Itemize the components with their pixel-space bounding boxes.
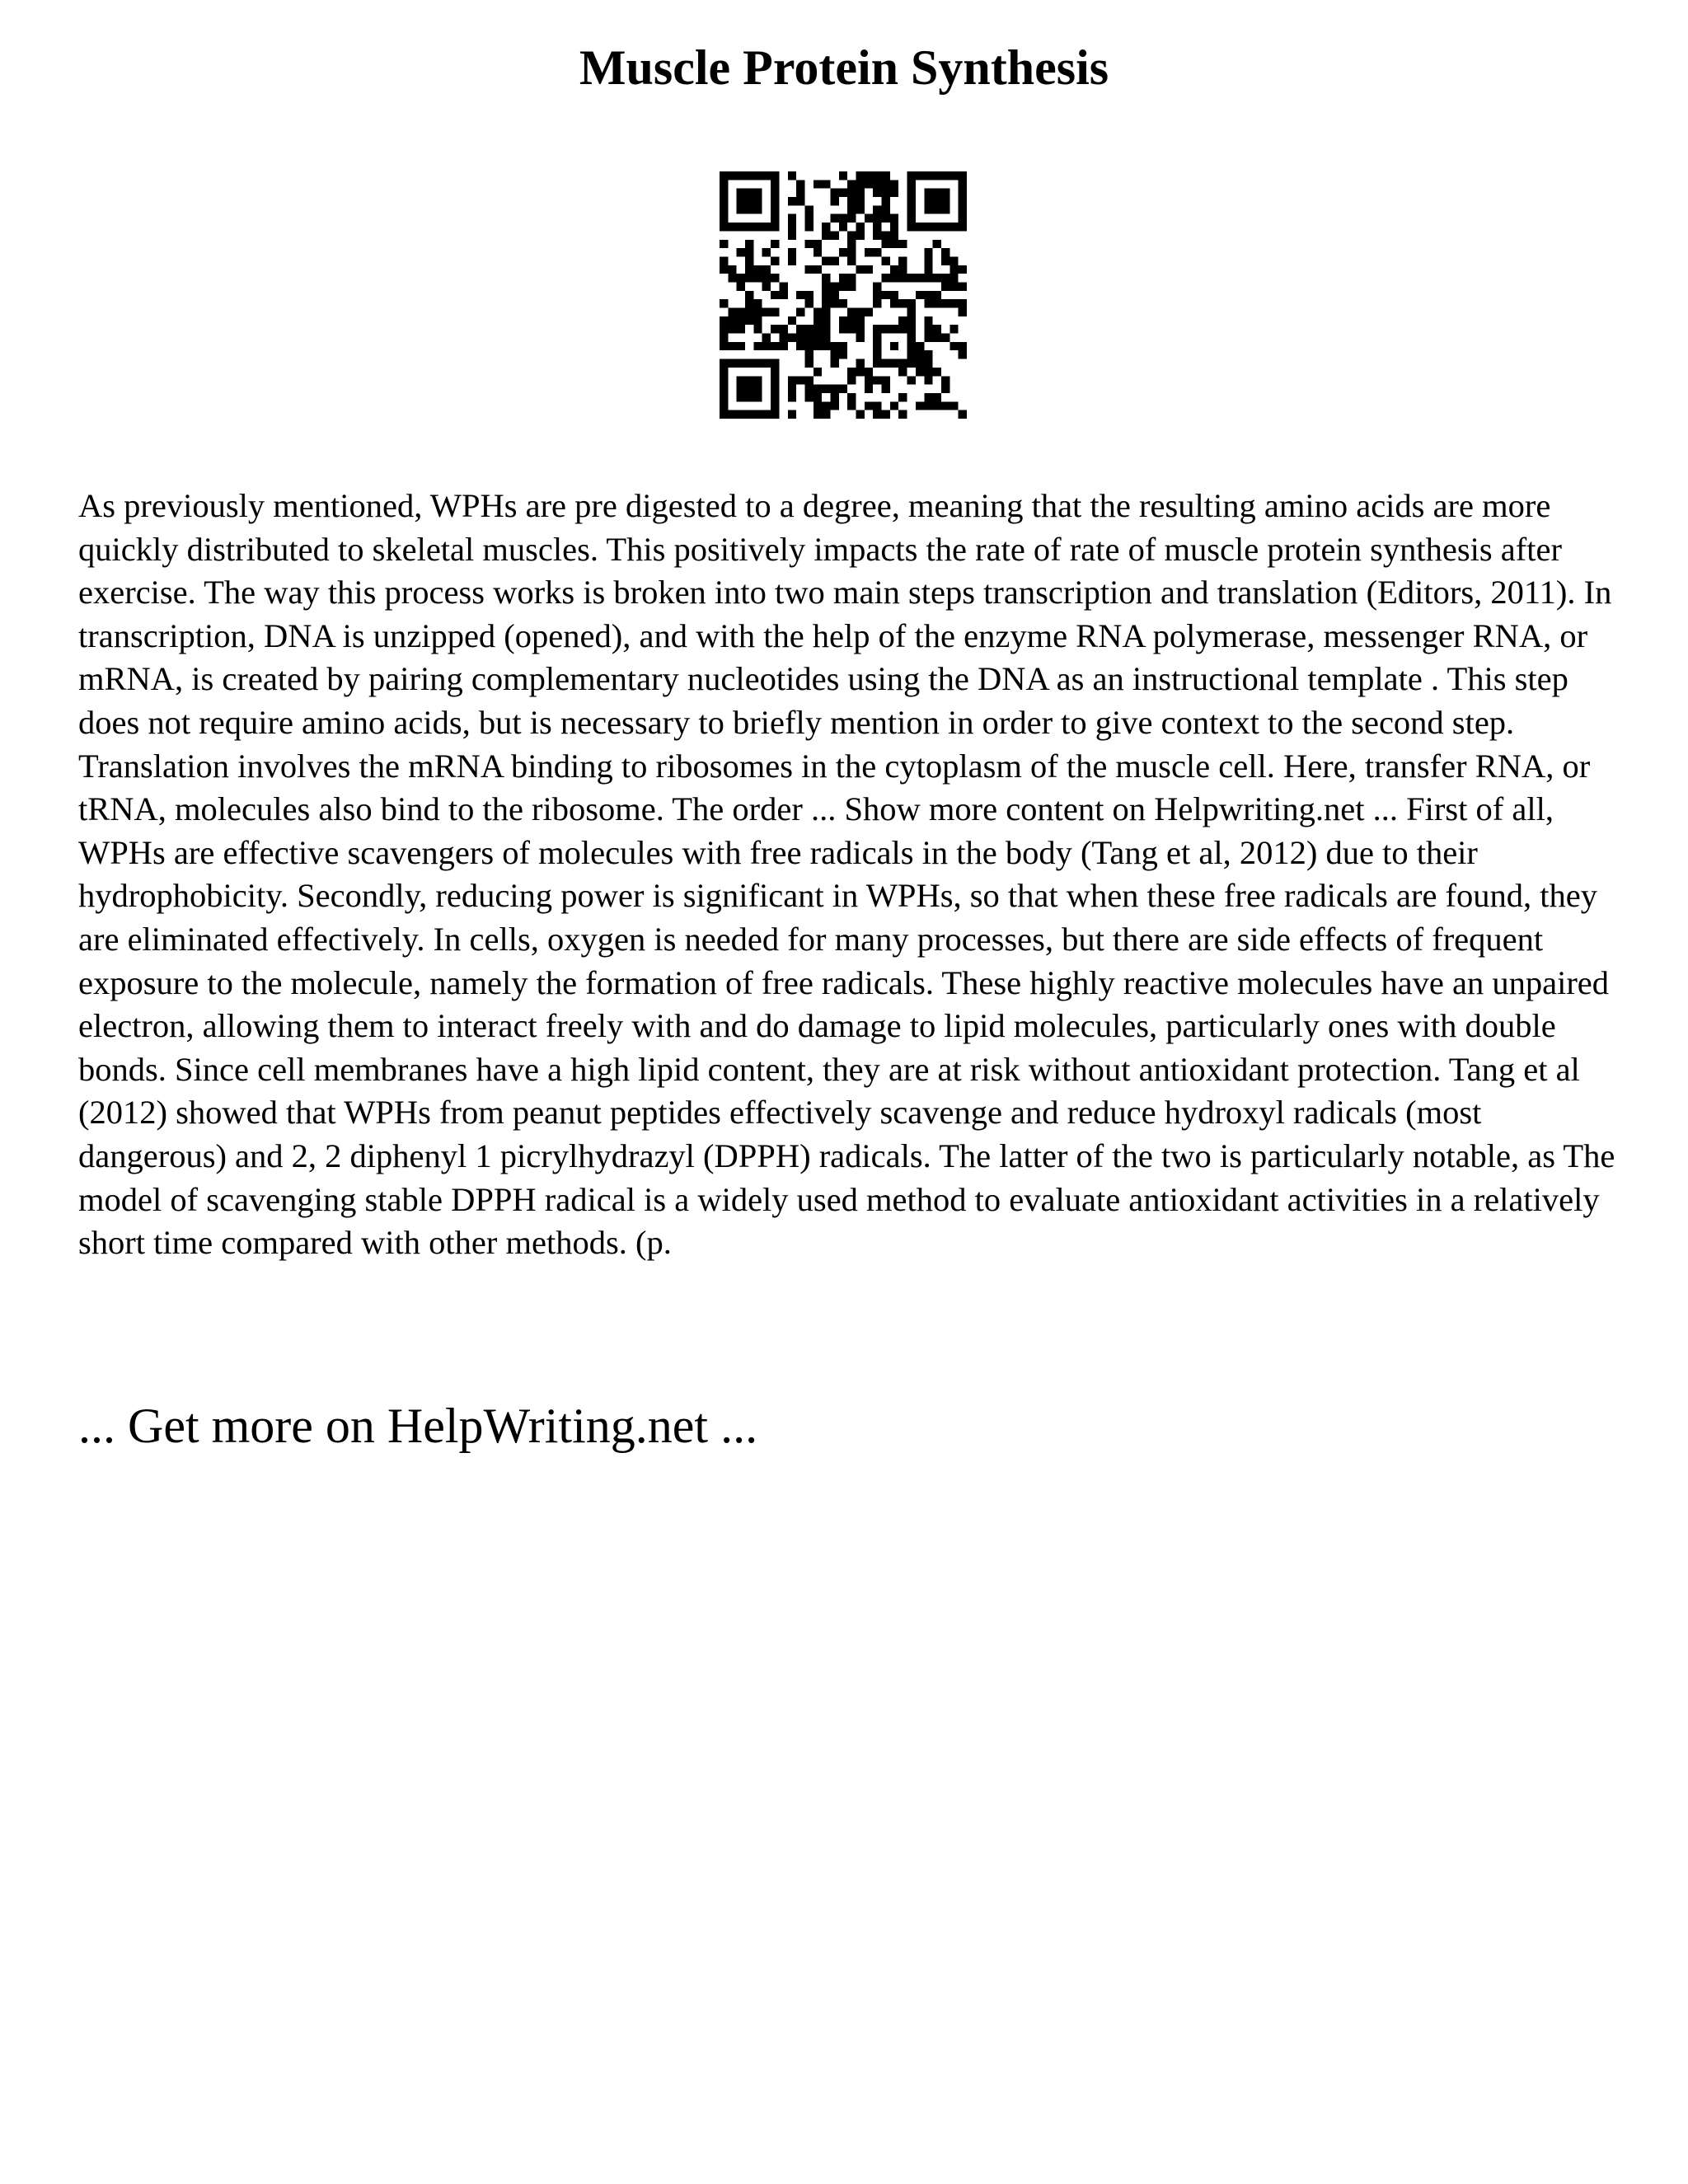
article-body: As previously mentioned, WPHs are pre digested to a degree, meaning that the resulting amino acids are more quickly distributed to skeletal muscles. This positively impacts the rate of rate of muscle protein synthesis after exercise. The way this process works is broken into two main steps transcription and translation (Editors, 2011). In transcription, DNA is unzipped (opened), and with the help of the enzyme RNA polymerase, messenger RNA, or mRNA, is created by pairing complementary nucleotides using the DNA as an instructional template . This step does not require amino acids, but is necessary to briefly mention in order to give context to the second step. Translation involves the mRNA binding to ribosomes in the cytoplasm of the muscle cell. Here, transfer RNA, or tRNA, molecules also bind to the ribosome. The order ... Show more content on Helpwriting.net ... First of all, WPHs are effective scavengers of molecules with free radicals in the body (Tang et al, 2012) due to their hydrophobicity. Secondly, reducing power is significant in WPHs, so that when these free radicals are found, they are eliminated effectively. In cells, oxygen is needed for many processes, but there are side effects of frequent exposure to the molecule, namely the formation of free radicals. These highly reactive molecules have an unpaired electron, allowing them to interact freely with and do damage to lipid molecules, particularly ones with double bonds. Since cell membranes have a high lipid content, they are at risk without antioxidant protection. Tang et al (2012) showed that WPHs from peanut peptides effectively scavenge and reduce hydroxyl radicals (most dangerous) and 2, 2 diphenyl 1 picrylhydrazyl (DPPH) radicals. The latter of the two is particularly notable, as The model of scavenging stable DPPH radical is a widely used method to evaluate antioxidant activities in a relatively short time compared with other methods. (p. — [78, 487, 1615, 1262]
qr-code-graphic — [720, 171, 967, 419]
page-title: Muscle Protein Synthesis — [579, 40, 1109, 95]
get-more-link[interactable]: ... Get more on HelpWriting.net ... — [78, 1399, 758, 1453]
qr-code[interactable] — [720, 171, 967, 419]
